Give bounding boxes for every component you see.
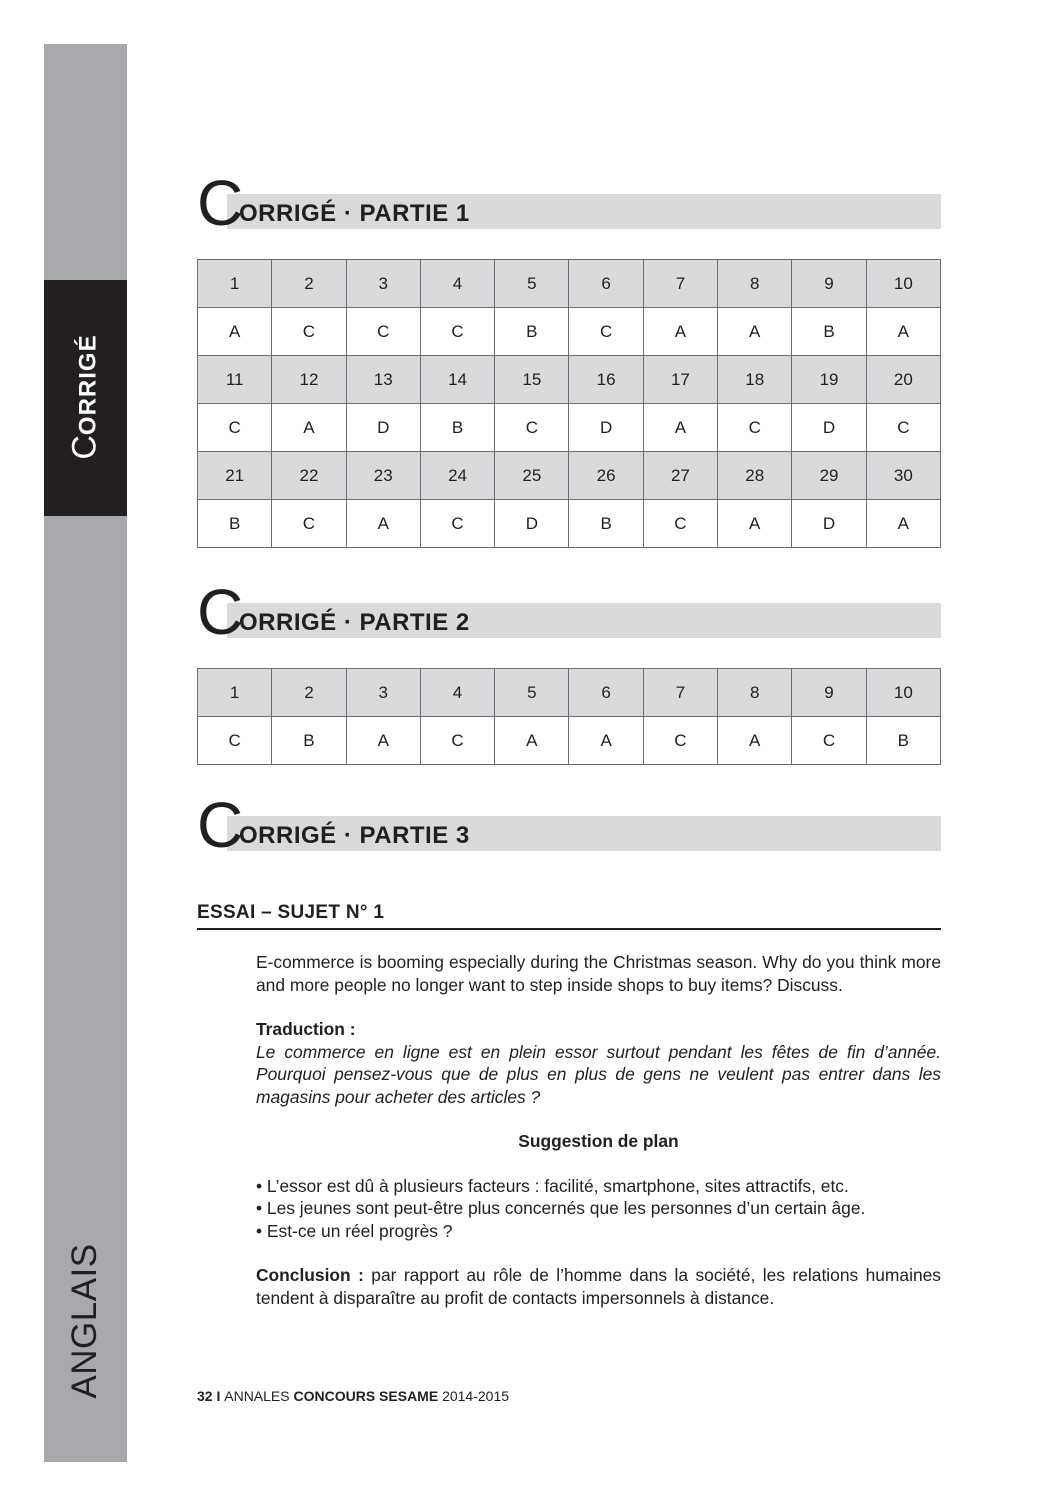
question-number-cell: 4: [420, 260, 494, 308]
answer-cell: A: [643, 404, 717, 452]
question-number-cell: 30: [866, 452, 940, 500]
question-number-cell: 20: [866, 356, 940, 404]
answer-cell: D: [569, 404, 643, 452]
answer-row: [198, 308, 941, 356]
answer-row: [198, 500, 941, 548]
heading-text: ORRIGÉ · PARTIE 2: [239, 609, 470, 636]
question-number-cell: 28: [718, 452, 792, 500]
publication-name: CONCOURS SESAME: [293, 1388, 439, 1404]
question-number-cell: 6: [569, 260, 643, 308]
heading-partie-2: [197, 576, 941, 656]
question-number-cell: 3: [346, 260, 420, 308]
question-number-cell: 16: [569, 356, 643, 404]
answer-cell: D: [792, 500, 866, 548]
question-number-row: [198, 356, 941, 404]
question-number-cell: 11: [198, 356, 272, 404]
question-number-cell: 27: [643, 452, 717, 500]
answer-cell: A: [718, 717, 792, 765]
answer-cell: C: [495, 404, 569, 452]
page-number: 32: [197, 1388, 213, 1404]
question-number-cell: 26: [569, 452, 643, 500]
question-number-cell: 19: [792, 356, 866, 404]
answer-cell: C: [792, 717, 866, 765]
heading-text: ORRIGÉ · PARTIE 1: [239, 200, 470, 227]
essay-prompt: E-commerce is booming especially during the Christmas season. Why do you think more and more people no longer want to step inside shops to buy items? Discuss.: [256, 952, 941, 995]
question-number-cell: 6: [569, 669, 643, 717]
plan-item: • L’essor est dû à plusieurs facteurs : facilité, smartphone, sites attractifs, etc.: [256, 1175, 849, 1196]
answer-cell: B: [866, 717, 940, 765]
answer-cell: C: [198, 717, 272, 765]
conclusion-text: par rapport au rôle de l’homme dans la société, les relations humaines tendent à disparaître au profit de contacts impersonnels à distance.: [256, 1265, 941, 1308]
answer-cell: D: [346, 404, 420, 452]
answer-cell: A: [866, 308, 940, 356]
answer-cell: C: [346, 308, 420, 356]
question-number-cell: 4: [420, 669, 494, 717]
conclusion-label: Conclusion :: [256, 1265, 364, 1285]
question-number-cell: 3: [346, 669, 420, 717]
question-number-cell: 14: [420, 356, 494, 404]
question-number-cell: 10: [866, 669, 940, 717]
answer-cell: A: [643, 308, 717, 356]
question-number-cell: 8: [718, 669, 792, 717]
answer-cell: C: [866, 404, 940, 452]
question-number-row: [198, 260, 941, 308]
conclusion: [256, 1264, 941, 1309]
answer-cell: C: [198, 404, 272, 452]
question-number-cell: 12: [272, 356, 346, 404]
answer-table-partie-2: [197, 668, 941, 765]
heading-partie-1: [197, 167, 941, 247]
question-number-cell: 18: [718, 356, 792, 404]
page-footer: 32 I ANNALES CONCOURS SESAME 2014-2015: [197, 1388, 510, 1404]
answer-cell: A: [198, 308, 272, 356]
answer-cell: A: [272, 404, 346, 452]
question-number-cell: 21: [198, 452, 272, 500]
question-number-cell: 24: [420, 452, 494, 500]
question-number-cell: 8: [718, 260, 792, 308]
answer-cell: C: [569, 308, 643, 356]
answer-table-partie-1: [197, 259, 941, 548]
question-number-cell: 10: [866, 260, 940, 308]
plan-title: Suggestion de plan: [518, 1131, 679, 1151]
question-number-cell: 15: [495, 356, 569, 404]
answer-row: [198, 717, 941, 765]
answer-cell: A: [346, 500, 420, 548]
question-number-cell: 7: [643, 669, 717, 717]
question-number-cell: 5: [495, 260, 569, 308]
answer-cell: D: [495, 500, 569, 548]
heading-partie-3: [197, 789, 941, 869]
question-number-row: [198, 669, 941, 717]
answer-cell: C: [420, 717, 494, 765]
answer-cell: C: [420, 308, 494, 356]
answer-cell: A: [718, 500, 792, 548]
answer-cell: A: [346, 717, 420, 765]
heading-text: ORRIGÉ · PARTIE 3: [239, 822, 470, 849]
essay-title: ESSAI – SUJET N° 1: [197, 902, 941, 930]
question-number-cell: 2: [272, 260, 346, 308]
sidebar-subject-label: ANGLAIS: [65, 1243, 104, 1399]
answer-row: [198, 404, 941, 452]
answer-cell: A: [718, 308, 792, 356]
question-number-cell: 9: [792, 669, 866, 717]
question-number-cell: 7: [643, 260, 717, 308]
question-number-cell: 29: [792, 452, 866, 500]
answer-cell: D: [792, 404, 866, 452]
answer-cell: A: [866, 500, 940, 548]
answer-cell: C: [420, 500, 494, 548]
plan-list: [256, 1175, 941, 1243]
question-number-cell: 1: [198, 260, 272, 308]
question-number-cell: 5: [495, 669, 569, 717]
answer-cell: C: [643, 500, 717, 548]
translation-text: Le commerce en ligne est en plein essor surtout pendant les fêtes de fin d’année. Pourquoi pensez-vous que de plus en plus de gens ne veulent pas entrer dans les magasins pour acheter des articles ?: [256, 1041, 941, 1107]
plan-item: • Est-ce un réel progrès ?: [256, 1220, 453, 1241]
question-number-cell: 1: [198, 669, 272, 717]
answer-cell: B: [495, 308, 569, 356]
sidebar-section-label: CORRIGÉ: [65, 334, 104, 460]
answer-cell: A: [569, 717, 643, 765]
question-number-cell: 9: [792, 260, 866, 308]
heading-initial: C: [197, 576, 244, 648]
answer-cell: B: [569, 500, 643, 548]
question-number-cell: 17: [643, 356, 717, 404]
plan-item: • Les jeunes sont peut-être plus concernés que les personnes d’un certain âge.: [256, 1198, 866, 1218]
answer-cell: B: [198, 500, 272, 548]
answer-cell: C: [718, 404, 792, 452]
answer-cell: A: [495, 717, 569, 765]
answer-cell: B: [272, 717, 346, 765]
question-number-row: [198, 452, 941, 500]
question-number-cell: 2: [272, 669, 346, 717]
heading-initial: C: [197, 167, 244, 239]
question-number-cell: 13: [346, 356, 420, 404]
essay-body: [256, 951, 941, 1309]
question-number-cell: 25: [495, 452, 569, 500]
answer-cell: C: [272, 500, 346, 548]
answer-cell: B: [420, 404, 494, 452]
translation-label: Traduction :: [256, 1019, 356, 1039]
heading-initial: C: [197, 789, 244, 861]
answer-cell: B: [792, 308, 866, 356]
question-number-cell: 23: [346, 452, 420, 500]
question-number-cell: 22: [272, 452, 346, 500]
answer-cell: C: [643, 717, 717, 765]
answer-cell: C: [272, 308, 346, 356]
